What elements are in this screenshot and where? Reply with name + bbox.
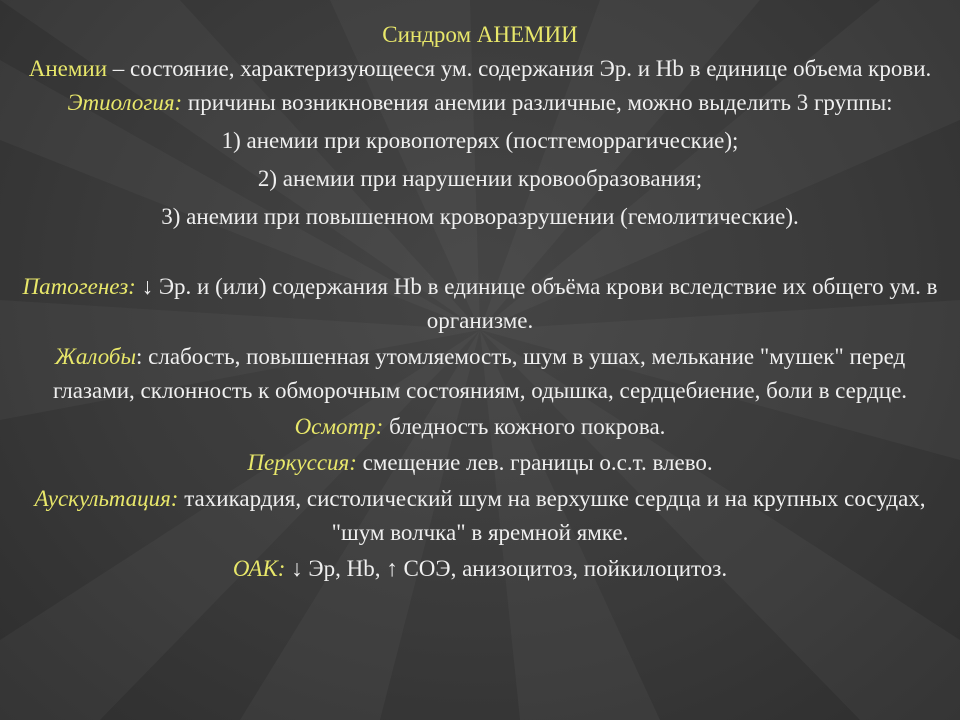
exam-label: Осмотр: xyxy=(294,414,384,439)
percussion-label: Перкуссия: xyxy=(247,450,357,475)
percussion-text: смещение лев. границы о.с.т. влево. xyxy=(356,450,713,475)
pathogenesis-paragraph xyxy=(20,270,940,338)
slide-title xyxy=(20,18,940,52)
group-item-1: 1) анемии при кровопотерях (постгеморрагические); xyxy=(221,128,739,153)
complaints-label: Жалобы xyxy=(54,344,137,369)
definition-paragraph xyxy=(20,52,940,86)
slide-content xyxy=(20,18,940,586)
complaints-paragraph xyxy=(20,340,940,408)
percussion-paragraph xyxy=(20,446,940,480)
group-item-3: 3) анемии при повышенном кроворазрушении (гемолитические). xyxy=(161,204,799,229)
complaints-text: : слабость, повышенная утомляемость, шум в ушах, мелькание "мушек" перед глазами, склонность к обморочным состояниям, одышка, сердцебиение, боли в сердце. xyxy=(52,344,908,403)
spacer xyxy=(20,234,940,270)
title-part-2: АНЕМИИ xyxy=(476,22,578,47)
exam-text: бледность кожного покрова. xyxy=(383,414,666,439)
cbc-paragraph xyxy=(20,552,940,586)
auscultation-paragraph xyxy=(20,482,940,550)
exam-paragraph xyxy=(20,410,940,444)
etiology-text: причины возникновения анемии различные, можно выделить 3 группы: xyxy=(182,90,893,115)
auscultation-label: Аускультация: xyxy=(34,486,179,511)
definition-term: Анемии xyxy=(28,56,108,81)
pathogenesis-label: Патогенез: xyxy=(22,274,136,299)
etiology-paragraph xyxy=(20,86,940,120)
cbc-text: ↓ Эр, Hb, ↑ СОЭ, анизоцитоз, пойкилоцитоз. xyxy=(285,556,728,581)
group-item-2: 2) анемии при нарушении кровообразования; xyxy=(257,166,703,191)
definition-text: – состояние, характеризующееся ум. содержания Эр. и Hb в единице объема крови. xyxy=(107,56,932,81)
title-part-1: Синдром xyxy=(382,22,472,47)
cbc-label: ОАК: xyxy=(232,556,286,581)
pathogenesis-text: ↓ Эр. и (или) содержания Hb в единице объёма крови вследствие их общего ум. в организме. xyxy=(135,274,938,333)
auscultation-text: тахикардия, систолический шум на верхушке сердца и на крупных сосудах, "шум волчка" в яремной ямке. xyxy=(178,486,926,545)
etiology-label: Этиология: xyxy=(67,90,183,115)
